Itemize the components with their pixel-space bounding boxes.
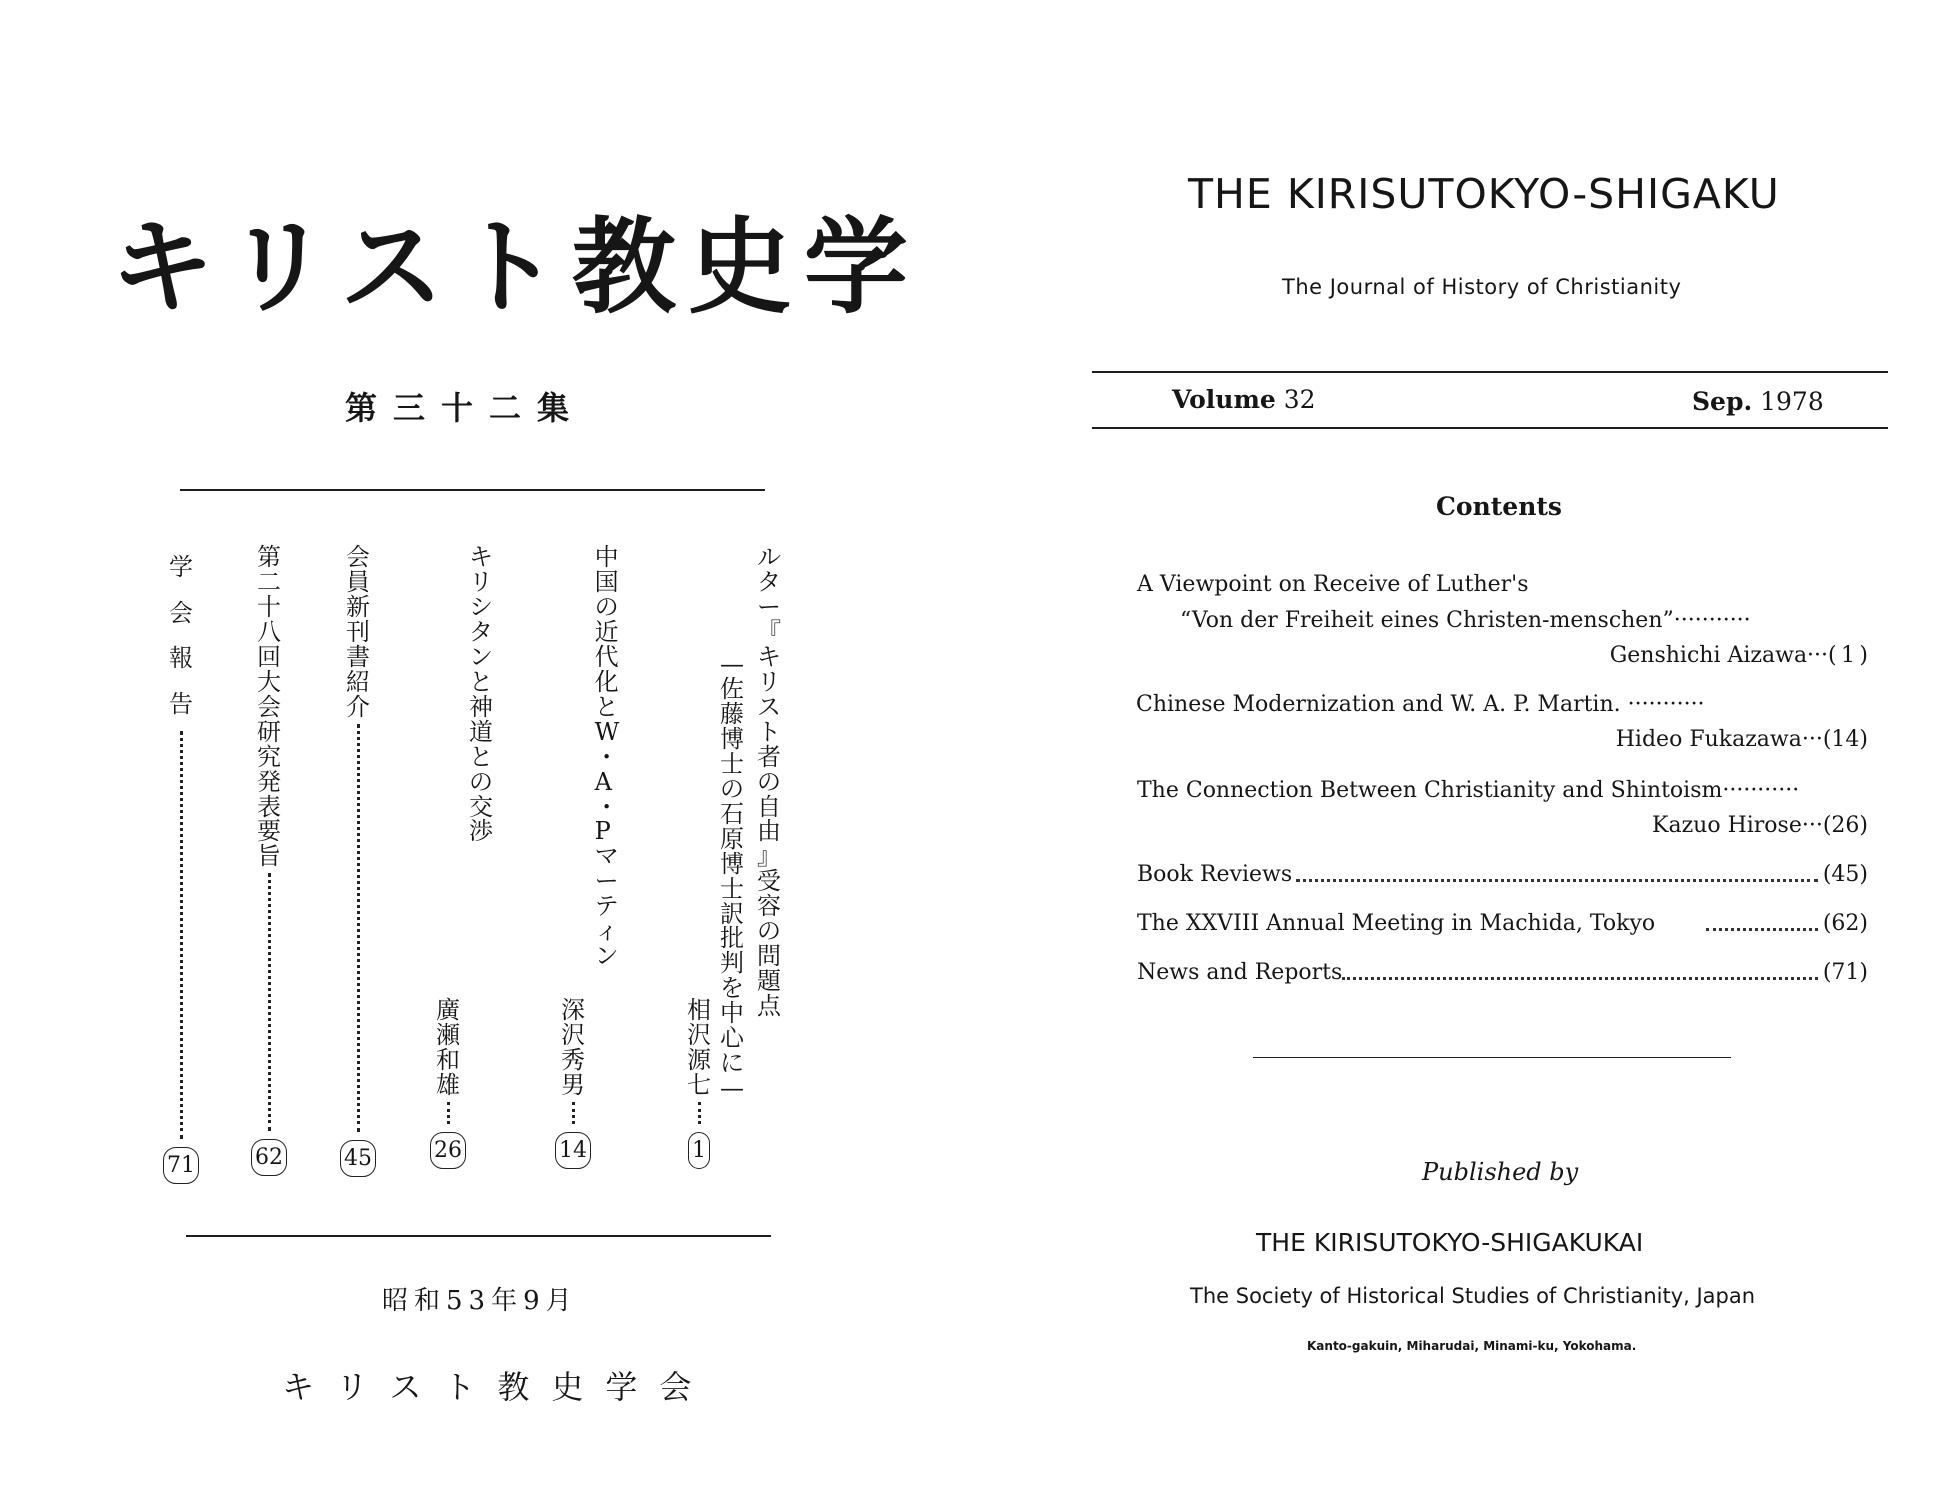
contents-entry-4-page: (45) [1822, 862, 1868, 887]
english-journal-subtitle: The Journal of History of Christianity [1282, 275, 1682, 299]
toc-jp-author-text-2: 深 沢 秀 男 [561, 996, 585, 1099]
volume-number: 32 [1283, 385, 1316, 414]
society-address: Kanto-gakuin, Miharudai, Minami-ku, Yokohama. [1307, 1339, 1637, 1353]
toc-jp-page-1: 1 [688, 1132, 710, 1169]
toc-jp-page-6: 71 [163, 1147, 199, 1184]
contents-entry-5-page: (62) [1822, 911, 1868, 936]
toc-jp-title-text-1: ル タ ー 『 キ リ ス ト 者 の 自 由 』 受 容 の 問 題 点 [757, 543, 781, 1021]
volume-info [1172, 385, 1316, 414]
toc-jp-author-1 [684, 998, 714, 1169]
contents-entry-5-leader [1706, 928, 1818, 931]
toc-jp-title-5 [254, 545, 284, 1176]
toc-jp-author-text-1: 相 沢 源 七 [687, 996, 711, 1099]
top-divider-left [180, 489, 765, 491]
japanese-volume-number: 第三十二集 [345, 389, 586, 427]
japanese-title: キリスト教史学 [110, 205, 920, 328]
toc-jp-title-4 [343, 545, 373, 1177]
toc-jp-author-3 [433, 998, 463, 1169]
society-name: THE KIRISUTOKYO-SHIGAKUKAI [1256, 1228, 1644, 1257]
issue-date [1692, 387, 1824, 416]
toc-jp-title-1 [754, 545, 784, 1019]
bottom-rule-right [1092, 427, 1888, 429]
toc-jp-page-3: 26 [430, 1132, 466, 1169]
contents-entry-3-author: Kazuo Hirose···(26) [1652, 813, 1868, 838]
toc-jp-page-4: 45 [340, 1140, 376, 1177]
contents-entry-3-line1: The Connection Between Christianity and Shintoism··········· [1137, 778, 1800, 803]
contents-divider [1253, 1057, 1731, 1058]
japanese-publisher: キリスト教史学会 [282, 1368, 714, 1406]
issue-month: Sep. [1692, 387, 1753, 416]
contents-entry-4-leader [1296, 879, 1818, 882]
contents-heading: Contents [1436, 492, 1563, 521]
top-rule-right [1092, 371, 1888, 373]
toc-jp-title-text-2: 中 国 の 近 代 化 と W ・ A ・ P マ ー テ ィ ン [594, 543, 620, 971]
contents-entry-2-line1: Chinese Modernization and W. A. P. Martin. ··········· [1136, 692, 1705, 717]
toc-jp-page-2: 14 [555, 1132, 591, 1169]
toc-jp-title-text-4: 会 員 新 刊 書 紹 介 [346, 543, 370, 721]
bottom-divider-left [186, 1235, 771, 1237]
society-english-name: The Society of Historical Studies of Christianity, Japan [1190, 1284, 1756, 1308]
toc-jp-title-text-3: キ リ シ タ ン と 神 道 と の 交 渉 [469, 543, 493, 846]
contents-entry-6-title: News and Reports [1137, 960, 1343, 985]
toc-jp-subtitle-text-1: — 佐 藤 博 士 の 石 原 博 士 訳 批 判 を 中 心 に — [720, 650, 744, 1103]
volume-label: Volume [1172, 385, 1276, 414]
english-journal-title: THE KIRISUTOKYO-SHIGAKU [1188, 170, 1780, 218]
contents-entry-6-page: (71) [1822, 960, 1868, 985]
contents-entry-2-author: Hideo Fukazawa···(14) [1615, 727, 1868, 752]
issue-year: 1978 [1760, 387, 1824, 416]
contents-entry-1-line1: A Viewpoint on Receive of Luther's [1137, 572, 1529, 597]
published-by: Published by [1422, 1158, 1579, 1186]
toc-jp-title-text-6: 学 会 報 告 [169, 553, 193, 718]
toc-jp-title-2 [592, 545, 622, 969]
toc-jp-author-2 [558, 998, 588, 1169]
contents-entry-4-title: Book Reviews [1137, 862, 1293, 887]
toc-jp-title-6 [166, 545, 196, 1184]
contents-entry-1-line2: “Von der Freiheit eines Christen-menschen”··········· [1180, 608, 1751, 633]
japanese-date: 昭和53年9月 [382, 1286, 578, 1316]
toc-jp-page-5: 62 [251, 1139, 287, 1176]
contents-entry-6-leader [1342, 977, 1818, 980]
toc-jp-subtitle-1 [717, 652, 747, 1101]
toc-jp-author-text-3: 廣 瀬 和 雄 [436, 996, 460, 1099]
toc-jp-title-3 [466, 545, 496, 844]
toc-jp-title-text-5: 第 二 十 八 回 大 会 研 究 発 表 要 旨 [257, 543, 281, 871]
contents-entry-1-author: Genshichi Aizawa···( 1 ) [1609, 643, 1868, 668]
contents-entry-5-title: The XXVIII Annual Meeting in Machida, Tokyo [1137, 911, 1656, 936]
